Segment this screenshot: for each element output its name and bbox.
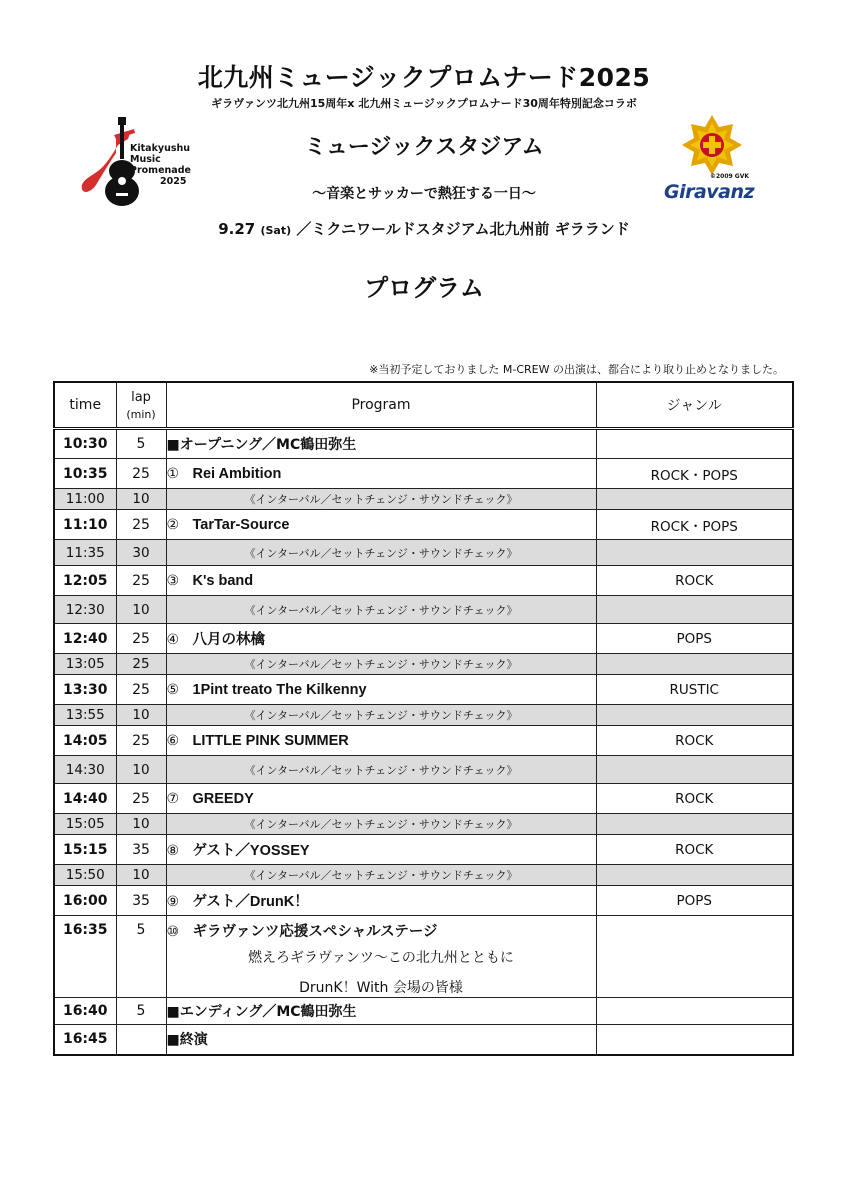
cell-genre [596, 814, 793, 835]
schedule-table [53, 381, 794, 1056]
cell-genre [596, 654, 793, 675]
cell-lap: 25 [116, 726, 166, 756]
program-number: ⑦ [166, 790, 180, 807]
table-row [54, 916, 793, 998]
cell-time: 16:00 [54, 886, 116, 916]
cell-lap: 30 [116, 540, 166, 566]
table-row [54, 596, 793, 624]
table-row [54, 1025, 793, 1055]
header-genre: ジャンル [596, 382, 793, 429]
program-heading: プログラム [364, 274, 484, 302]
giravanz-wordmark: Giravanz [664, 181, 755, 203]
sub-title: ギラヴァンツ北九州15周年x 北九州ミュージックプロムナード30周年特別記念コラボ [211, 97, 637, 110]
cell-genre [596, 998, 793, 1025]
program-number: ③ [166, 572, 180, 589]
cell-time: 11:35 [54, 540, 116, 566]
table-row [54, 566, 793, 596]
cell-program [166, 998, 596, 1025]
program-title: K's band [192, 572, 254, 589]
notice-text: ※当初予定しておりました M-CREW の出演は、都合により取り止めとなりました。 [369, 363, 784, 376]
cell-program [166, 459, 596, 489]
tagline: ～音楽とサッカーで熱狂する一日～ [312, 186, 536, 202]
program-number: ⑩ [166, 924, 180, 940]
cell-time: 13:55 [54, 705, 116, 726]
program-performers: DrunK！With 会場の皆様 [299, 980, 463, 996]
cell-time: 10:35 [54, 459, 116, 489]
cell-program [166, 566, 596, 596]
table-row [54, 705, 793, 726]
cell-lap: 5 [116, 916, 166, 998]
table-row [54, 459, 793, 489]
cell-genre: POPS [596, 886, 793, 916]
giravanz-emblem-icon [660, 115, 765, 175]
event-day: (Sat) [260, 224, 292, 237]
cell-lap: 10 [116, 596, 166, 624]
table-row [54, 624, 793, 654]
cell-genre [596, 1025, 793, 1055]
program-number: ⑨ [166, 894, 180, 910]
cell-lap: 25 [116, 624, 166, 654]
cell-time: 12:40 [54, 624, 116, 654]
cell-program [166, 835, 596, 865]
cell-program: 《インターバル／セットチェンジ・サウンドチェック》 [166, 489, 596, 510]
table-row [54, 835, 793, 865]
table-row [54, 756, 793, 784]
cell-genre [596, 540, 793, 566]
program-title: ギラヴァンツ応援スペシャルステージ [192, 924, 438, 940]
table-row [54, 886, 793, 916]
program-number: ① [166, 465, 180, 482]
promenade-logo [78, 115, 208, 210]
program-number: ⑤ [166, 681, 180, 698]
cell-lap: 10 [116, 756, 166, 784]
cell-program [166, 1025, 596, 1055]
cell-time: 15:15 [54, 835, 116, 865]
program-title: ゲスト／YOSSEY [192, 843, 310, 859]
cell-time: 13:30 [54, 675, 116, 705]
program-number: ④ [166, 632, 180, 648]
header-time: time [54, 382, 116, 429]
cell-program: 《インターバル／セットチェンジ・サウンドチェック》 [166, 540, 596, 566]
cell-lap: 10 [116, 865, 166, 886]
table-row [54, 675, 793, 705]
cell-time: 15:50 [54, 865, 116, 886]
cell-time: 12:05 [54, 566, 116, 596]
cell-lap: 35 [116, 835, 166, 865]
table-row [54, 865, 793, 886]
program-title: GREEDY [192, 790, 254, 807]
table-row [54, 814, 793, 835]
cell-genre [596, 429, 793, 459]
cell-lap: 25 [116, 654, 166, 675]
cell-genre: ROCK [596, 835, 793, 865]
table-row [54, 998, 793, 1025]
cell-lap [116, 1025, 166, 1055]
cell-time: 12:30 [54, 596, 116, 624]
table-row [54, 510, 793, 540]
cell-lap: 10 [116, 705, 166, 726]
cell-program [166, 429, 596, 459]
cell-lap: 5 [116, 998, 166, 1025]
main-title: 北九州ミュージックプロムナード2025 [197, 63, 651, 92]
program-number: ⑧ [166, 843, 180, 859]
table-row [54, 429, 793, 459]
cell-lap: 25 [116, 566, 166, 596]
cell-genre: ROCK [596, 566, 793, 596]
cell-program: 《インターバル／セットチェンジ・サウンドチェック》 [166, 865, 596, 886]
venue-line [0, 218, 848, 239]
cell-program [166, 784, 596, 814]
cell-lap: 35 [116, 886, 166, 916]
cell-time: 16:40 [54, 998, 116, 1025]
cell-program: 《インターバル／セットチェンジ・サウンドチェック》 [166, 756, 596, 784]
program-title: 1Pint treato The Kilkenny [192, 681, 367, 698]
table-row [54, 726, 793, 756]
event-name: ミュージックスタジアム [304, 135, 544, 160]
cell-genre [596, 596, 793, 624]
cell-lap: 5 [116, 429, 166, 459]
program-title: ■終演 [166, 1032, 208, 1049]
giravanz-logo [660, 115, 765, 210]
cell-program: 《インターバル／セットチェンジ・サウンドチェック》 [166, 596, 596, 624]
cell-time: 11:00 [54, 489, 116, 510]
header-lap: lap (min) [116, 382, 166, 429]
cell-genre: ROCK [596, 726, 793, 756]
cell-genre: ROCK [596, 784, 793, 814]
cell-genre: ROCK・POPS [596, 459, 793, 489]
cell-genre [596, 865, 793, 886]
cell-time: 10:30 [54, 429, 116, 459]
program-title: ゲスト／DrunK！ [192, 894, 309, 910]
giravanz-copyright: ©2009 GVK [710, 173, 750, 180]
cell-genre [596, 916, 793, 998]
promenade-logo-text: Kitakyushu Music Promenade 2025 [130, 143, 191, 187]
header-program: Program [166, 382, 596, 429]
program-title: ■オープニング／MC鶴田弥生 [166, 437, 357, 453]
cell-lap: 25 [116, 675, 166, 705]
cell-time: 13:05 [54, 654, 116, 675]
program-title: 八月の林檎 [192, 632, 265, 648]
cell-program [166, 726, 596, 756]
program-number: ② [166, 516, 180, 533]
cell-genre: POPS [596, 624, 793, 654]
table-row [54, 540, 793, 566]
program-title: ■エンディング／MC鶴田弥生 [166, 1004, 357, 1020]
program-title: Rei Ambition [192, 465, 282, 482]
cell-genre: RUSTIC [596, 675, 793, 705]
table-row [54, 784, 793, 814]
cell-genre [596, 756, 793, 784]
cell-program: 《インターバル／セットチェンジ・サウンドチェック》 [166, 814, 596, 835]
cell-genre [596, 489, 793, 510]
cell-lap: 25 [116, 510, 166, 540]
cell-lap: 25 [116, 784, 166, 814]
table-row [54, 489, 793, 510]
cell-time: 16:35 [54, 916, 116, 998]
cell-lap: 25 [116, 459, 166, 489]
cell-lap: 10 [116, 814, 166, 835]
cell-time: 11:10 [54, 510, 116, 540]
program-title: LITTLE PINK SUMMER [192, 732, 349, 749]
cell-program [166, 624, 596, 654]
event-date: 9.27 [218, 220, 256, 238]
program-subtitle: 燃えろギラヴァンツ～この北九州とともに [248, 950, 514, 966]
cell-lap: 10 [116, 489, 166, 510]
cell-program: 《インターバル／セットチェンジ・サウンドチェック》 [166, 705, 596, 726]
table-row [54, 654, 793, 675]
cell-time: 16:45 [54, 1025, 116, 1055]
program-number: ⑥ [166, 732, 180, 749]
cell-time: 14:40 [54, 784, 116, 814]
cell-time: 15:05 [54, 814, 116, 835]
cell-program: 《インターバル／セットチェンジ・サウンドチェック》 [166, 654, 596, 675]
program-title: TarTar-Source [192, 516, 290, 533]
cell-program [166, 886, 596, 916]
cell-program [166, 916, 596, 998]
cell-time: 14:30 [54, 756, 116, 784]
event-venue: ／ミクニワールドスタジアム北九州前 ギラランド [296, 220, 630, 238]
cell-time: 14:05 [54, 726, 116, 756]
cell-program [166, 675, 596, 705]
cell-genre: ROCK・POPS [596, 510, 793, 540]
cell-genre [596, 705, 793, 726]
schedule-body [54, 429, 793, 1055]
cell-program [166, 510, 596, 540]
table-header-row [54, 382, 793, 429]
